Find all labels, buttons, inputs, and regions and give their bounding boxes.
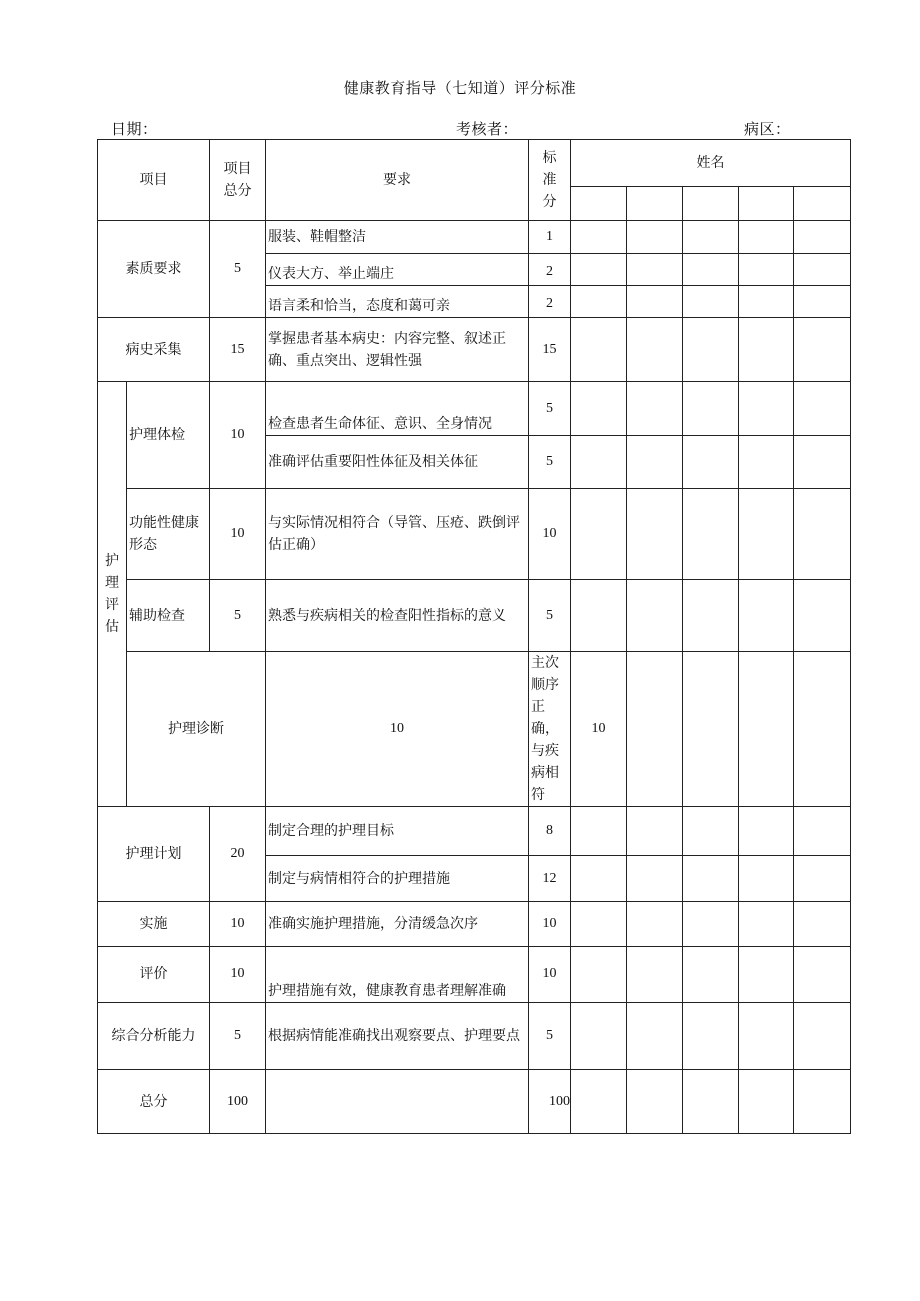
document-title: 健康教育指导（七知道）评分标准 — [343, 79, 577, 97]
score-cell[interactable] — [794, 1070, 851, 1134]
name-cell[interactable] — [627, 187, 683, 221]
score-cell[interactable] — [571, 902, 627, 947]
table-row — [98, 221, 851, 254]
score-cell[interactable] — [627, 1003, 683, 1070]
item-analysis: 综合分析能力 — [98, 1003, 210, 1070]
table-row — [98, 489, 851, 580]
date-label: 日期： — [111, 120, 158, 138]
score-cell[interactable] — [739, 947, 794, 1003]
score-cell[interactable] — [683, 436, 739, 489]
requirement-text: 主次顺序正确，与疾病相符 — [529, 652, 571, 807]
score-cell[interactable] — [739, 286, 794, 318]
item-total: 10 — [210, 382, 266, 489]
score-cell[interactable] — [794, 947, 851, 1003]
requirement-text: 掌握患者基本病史：内容完整、叙述正确、重点突出、逻辑性强 — [266, 318, 529, 382]
header-names: 姓名 — [571, 140, 851, 187]
score-cell[interactable] — [683, 286, 739, 318]
score-cell[interactable] — [739, 1070, 794, 1134]
table-row — [98, 652, 851, 807]
score-cell[interactable] — [794, 254, 851, 286]
score-cell[interactable] — [627, 652, 683, 807]
item-total: 10 — [266, 652, 529, 807]
standard-score: 10 — [529, 947, 571, 1003]
requirement-text: 熟悉与疾病相关的检查阳性指标的意义 — [266, 580, 529, 652]
standard-score: 100 — [529, 1070, 571, 1134]
score-cell[interactable] — [794, 436, 851, 489]
score-cell[interactable] — [739, 436, 794, 489]
item-history: 病史采集 — [98, 318, 210, 382]
score-cell[interactable] — [627, 902, 683, 947]
score-cell[interactable] — [627, 254, 683, 286]
score-cell[interactable] — [571, 436, 627, 489]
item-quality: 素质要求 — [98, 221, 210, 318]
score-cell[interactable] — [794, 902, 851, 947]
score-cell[interactable] — [571, 807, 627, 856]
score-cell[interactable] — [627, 580, 683, 652]
table-row — [98, 580, 851, 652]
score-cell[interactable] — [794, 286, 851, 318]
score-cell[interactable] — [683, 947, 739, 1003]
requirement-text: 服装、鞋帽整洁 — [266, 221, 529, 254]
standard-score: 5 — [529, 1003, 571, 1070]
requirement-text: 与实际情况相符合（导管、压疮、跌倒评估正确） — [266, 489, 529, 580]
item-auxiliary-exam: 辅助检查 — [127, 580, 210, 652]
requirement-text: 制定合理的护理目标 — [266, 807, 529, 856]
score-cell[interactable] — [794, 580, 851, 652]
score-cell[interactable] — [571, 221, 627, 254]
standard-score: 10 — [529, 489, 571, 580]
score-cell[interactable] — [794, 489, 851, 580]
item-total: 10 — [210, 489, 266, 580]
score-cell[interactable] — [739, 652, 794, 807]
standard-score: 8 — [529, 807, 571, 856]
score-cell[interactable] — [739, 489, 794, 580]
score-cell[interactable] — [627, 856, 683, 902]
item-total: 5 — [210, 221, 266, 318]
score-cell[interactable] — [571, 318, 627, 382]
score-cell[interactable] — [571, 1003, 627, 1070]
requirement-text: 仪表大方、举止端庄 — [266, 254, 529, 286]
requirement-text: 准确评估重要阳性体征及相关体征 — [266, 436, 529, 489]
item-total: 10 — [210, 902, 266, 947]
score-cell[interactable] — [571, 489, 627, 580]
score-cell[interactable] — [627, 382, 683, 436]
score-cell[interactable] — [794, 807, 851, 856]
standard-score: 12 — [529, 856, 571, 902]
score-cell[interactable] — [571, 254, 627, 286]
requirement-text: 制定与病情相符合的护理措施 — [266, 856, 529, 902]
item-total: 5 — [210, 580, 266, 652]
table-row — [98, 902, 851, 947]
header-item: 项目 — [98, 140, 210, 221]
score-cell[interactable] — [683, 902, 739, 947]
table-row — [98, 1003, 851, 1070]
examiner-label: 考核者： — [456, 120, 519, 138]
score-cell[interactable] — [794, 318, 851, 382]
score-cell[interactable] — [571, 947, 627, 1003]
table-row — [98, 382, 851, 436]
score-cell[interactable] — [627, 221, 683, 254]
score-cell[interactable] — [794, 856, 851, 902]
score-cell[interactable] — [683, 382, 739, 436]
standard-score: 1 — [529, 221, 571, 254]
standard-score: 2 — [529, 254, 571, 286]
score-cell[interactable] — [571, 856, 627, 902]
score-cell[interactable] — [627, 436, 683, 489]
ward-label: 病区： — [744, 120, 791, 138]
item-evaluation: 评价 — [98, 947, 210, 1003]
scoring-table — [97, 139, 851, 1134]
item-total: 20 — [210, 807, 266, 902]
score-cell[interactable] — [627, 286, 683, 318]
standard-score: 10 — [529, 902, 571, 947]
score-cell[interactable] — [627, 807, 683, 856]
header-standard-score: 标 准 分 — [529, 140, 571, 221]
score-cell[interactable] — [627, 947, 683, 1003]
score-cell[interactable] — [683, 652, 739, 807]
score-cell[interactable] — [794, 221, 851, 254]
item-physical-exam: 护理体检 — [127, 382, 210, 489]
score-cell[interactable] — [683, 807, 739, 856]
standard-score: 5 — [529, 436, 571, 489]
table-row-total — [98, 1070, 851, 1134]
score-cell[interactable] — [571, 382, 627, 436]
score-cell[interactable] — [683, 856, 739, 902]
item-diagnosis: 护理诊断 — [127, 652, 266, 807]
item-functional-health: 功能性健康形态 — [127, 489, 210, 580]
score-cell[interactable] — [683, 580, 739, 652]
score-cell[interactable] — [683, 254, 739, 286]
table-header-row — [98, 140, 851, 187]
item-total: 10 — [210, 947, 266, 1003]
score-cell[interactable] — [739, 254, 794, 286]
name-cell[interactable] — [739, 187, 794, 221]
score-cell[interactable] — [683, 1003, 739, 1070]
score-cell[interactable] — [739, 221, 794, 254]
score-cell[interactable] — [739, 382, 794, 436]
item-implementation: 实施 — [98, 902, 210, 947]
requirement-text: 准确实施护理措施，分清缓急次序 — [266, 902, 529, 947]
requirement-text: 检查患者生命体征、意识、全身情况 — [266, 382, 529, 436]
score-cell[interactable] — [794, 652, 851, 807]
score-cell[interactable] — [571, 1070, 627, 1134]
score-cell[interactable] — [739, 856, 794, 902]
score-cell[interactable] — [739, 807, 794, 856]
score-cell[interactable] — [739, 902, 794, 947]
standard-score: 15 — [529, 318, 571, 382]
score-cell[interactable] — [627, 1070, 683, 1134]
score-cell[interactable] — [739, 1003, 794, 1070]
name-cell[interactable] — [683, 187, 739, 221]
requirement-text: 根据病情能准确找出观察要点、护理要点 — [266, 1003, 529, 1070]
name-cell[interactable] — [571, 187, 627, 221]
score-cell[interactable] — [683, 1070, 739, 1134]
item-total: 15 — [210, 318, 266, 382]
table-row — [98, 318, 851, 382]
score-cell[interactable] — [683, 221, 739, 254]
header-requirement: 要求 — [266, 140, 529, 221]
item-total: 5 — [210, 1003, 266, 1070]
name-cell[interactable] — [794, 187, 851, 221]
score-cell[interactable] — [683, 489, 739, 580]
score-cell[interactable] — [571, 580, 627, 652]
item-total: 100 — [210, 1070, 266, 1134]
score-cell[interactable] — [739, 318, 794, 382]
item-group-assessment: 护 理 评 估 — [98, 382, 127, 807]
score-cell[interactable] — [683, 318, 739, 382]
requirement-text — [266, 1070, 529, 1134]
score-cell[interactable] — [794, 382, 851, 436]
score-cell[interactable] — [571, 286, 627, 318]
standard-score: 2 — [529, 286, 571, 318]
requirement-text: 语言柔和恰当，态度和蔼可亲 — [266, 286, 529, 318]
score-cell[interactable] — [794, 1003, 851, 1070]
item-care-plan: 护理计划 — [98, 807, 210, 902]
score-cell[interactable] — [627, 489, 683, 580]
standard-score: 5 — [529, 382, 571, 436]
requirement-text: 护理措施有效，健康教育患者理解准确 — [266, 947, 529, 1003]
score-cell[interactable] — [627, 318, 683, 382]
standard-score: 10 — [571, 652, 627, 807]
item-sum: 总分 — [98, 1070, 210, 1134]
header-item-total: 项目 总分 — [210, 140, 266, 221]
standard-score: 5 — [529, 580, 571, 652]
table-row — [98, 807, 851, 856]
table-row — [98, 947, 851, 1003]
score-cell[interactable] — [739, 580, 794, 652]
